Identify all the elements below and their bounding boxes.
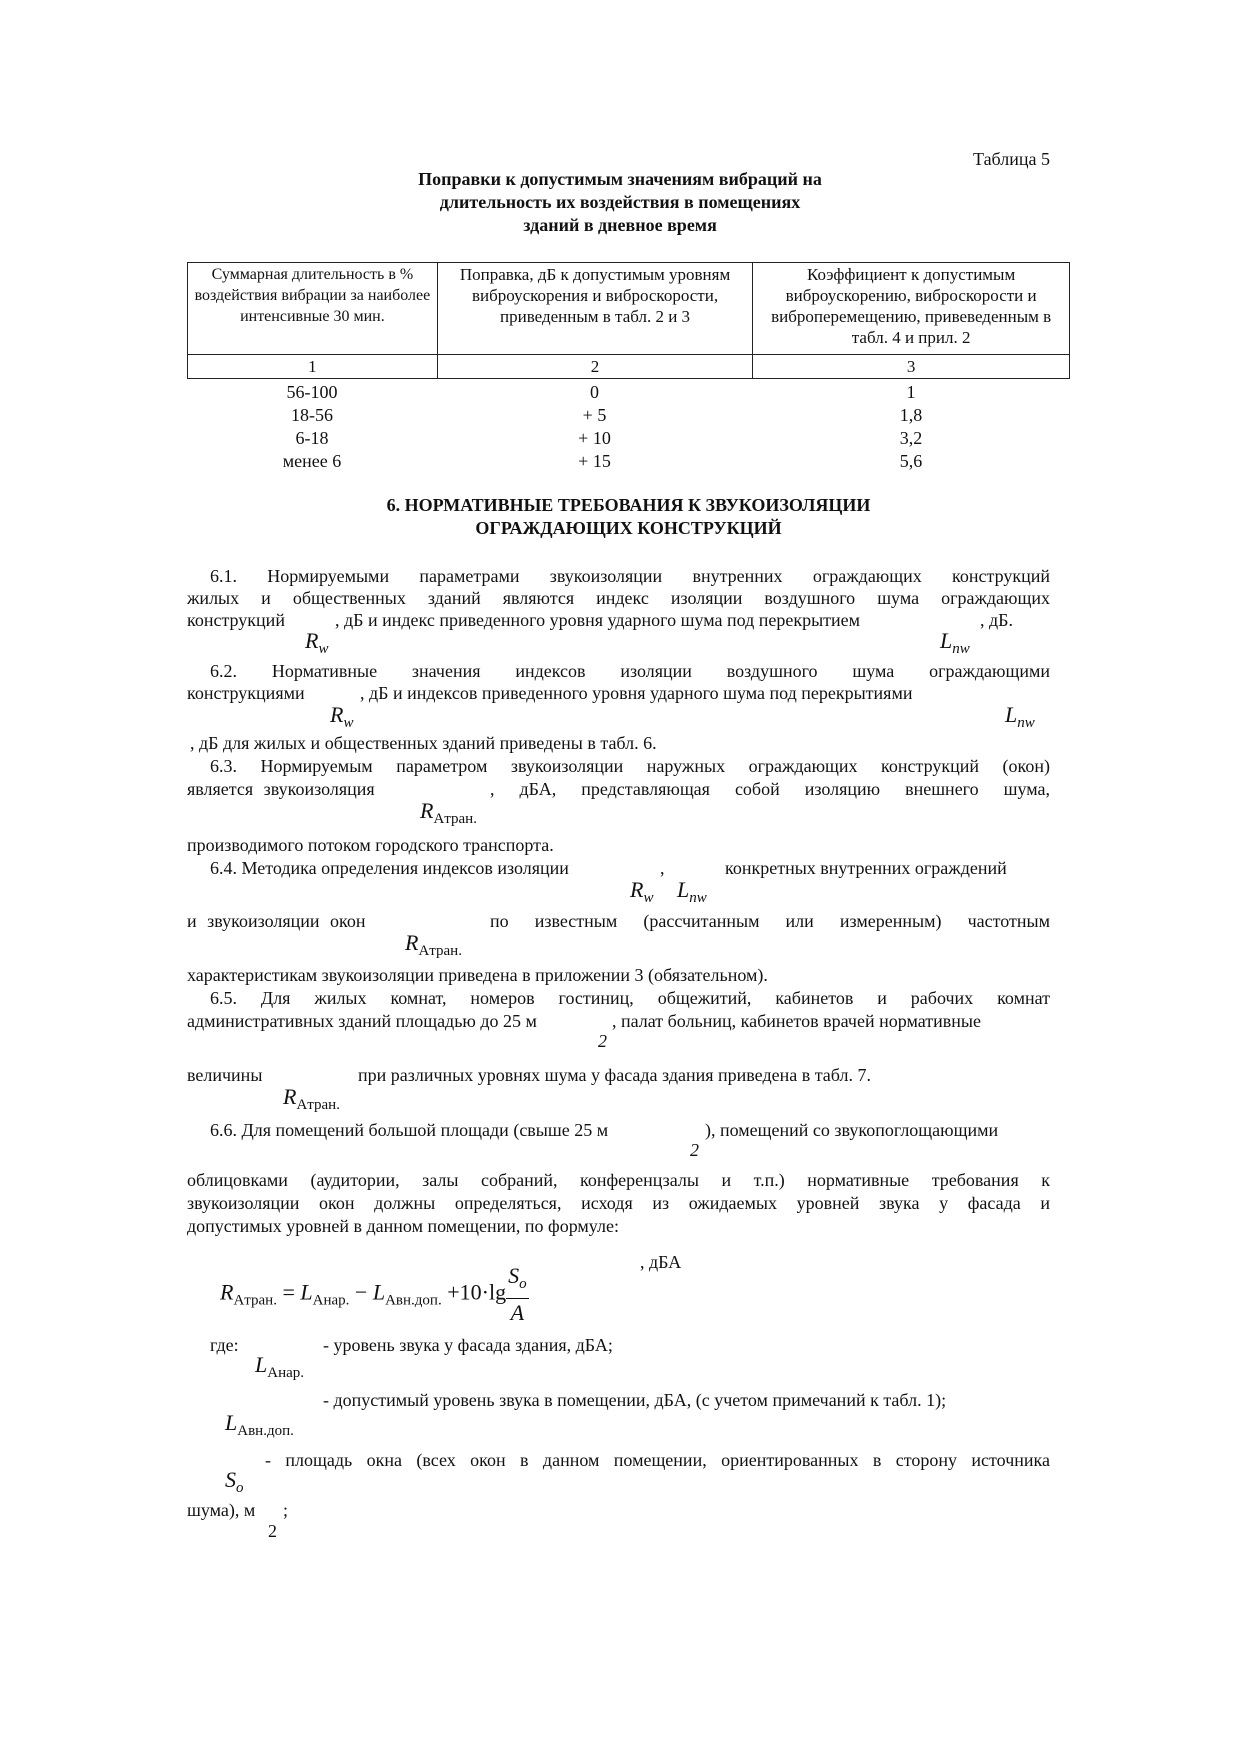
table-cell: менее 6 [282,451,342,471]
superscript-2: 2 [690,1140,699,1160]
paragraph-6-5-line: 6.5. Для жилых комнат, номеров гостиниц, общежитий, кабинетов и рабочих комнат [210,988,1050,1008]
table-cell: 3,2 [899,428,923,448]
paragraph-6-3-line: является звукоизоляция [187,779,375,799]
paragraph-6-4-line: и звукоизоляции окон [187,911,366,931]
where-definition: ; [283,1500,289,1520]
where-definition: - уровень звука у фасада здания, дБА; [323,1335,613,1355]
paragraph-6-2-line: конструкциями [187,683,305,703]
paragraph-6-3-line: 6.3. Нормируемым параметром звукоизоляции наружных ограждающих конструкций (окон) [210,756,1050,776]
symbol-la-nar: $L_{Aнар.}$ [255,1352,305,1381]
paragraph-6-6-line: звукоизоляции окон должны определяться, исходя из ожидаемых уровней звука у фасада и [187,1193,1050,1213]
paragraph-6-1-line: , дБ. [980,610,1013,630]
section-heading-line: ОГРАЖДАЮЩИХ КОНСТРУКЦИЙ [475,518,782,538]
vibration-corrections-table [187,262,1070,379]
paragraph-6-5-line: при различных уровнях шума у фасада здания приведена в табл. 7. [358,1065,871,1085]
paragraph-6-4-line: , [660,858,665,878]
table-header-duration: Суммарная длительность в % воздействия вибрации за наиболее интенсивные 30 мин. [188,263,438,355]
symbol-rw: $R_w$ [305,628,329,657]
paragraph-6-6-line: 6.6. Для помещений большой площади (свыше 25 м [210,1120,609,1140]
table-cell: 1 [906,382,916,402]
symbol-ra-tran: $R_{Aтран.}$ [405,930,462,959]
where-definition: шума), м [187,1500,256,1520]
where-definition: - площадь окна (всех окон в данном помещении, ориентированных в сторону источника [265,1450,1050,1470]
symbol-lnw: $L_{nw}$ [677,877,707,906]
table-row [187,450,1070,473]
table-header-coefficient: Коэффициент к допустимым виброускорению, виброскорости и виброперемещению, привеведенным в табл. 4 и прил. 2 [753,263,1070,355]
table-title-line: зданий в дневное время [523,215,717,235]
paragraph-6-2-line: , дБ для жилых и общественных зданий приведены в табл. 6. [190,733,657,753]
formula: $R_{Aтран.} = L_{Aнар.} - L_{Aвн.доп.} +10\cdot\lg$ $\frac{S_o}{A}$ [220,1263,527,1325]
section-heading [187,494,1070,540]
paragraph-6-4-line: по известным (рассчитанным или измеренным) частотным [490,911,1050,931]
paragraph-6-4-line: конкретных внутренних ограждений [725,858,1007,878]
table-title [187,168,1053,237]
where-definition: - допустимый уровень звука в помещении, дБА, (с учетом примечаний к табл. 1); [323,1390,947,1410]
symbol-rw: $R_w$ [630,877,654,906]
symbol-lnw: $L_{nw}$ [940,628,970,657]
table-body [187,381,1070,473]
table-cell: 5,6 [899,451,923,471]
symbol-la-vndop: $L_{Aвн.доп.}$ [225,1410,294,1439]
paragraph-6-5-line: величины [187,1065,263,1085]
superscript-2: 2 [268,1521,277,1541]
table-row [187,427,1070,450]
paragraph-6-6-line: облицовками (аудитории, залы собраний, конференцзалы и т.п.) нормативные требования к [187,1170,1050,1190]
formula-unit: , дБА [640,1252,682,1272]
paragraph-6-6-line: ), помещений со звукопоглощающими [705,1120,999,1140]
formula-fraction: $\frac{S_o}{A}$ [508,1263,527,1325]
paragraph-6-2-line: , дБ и индексов приведенного уровня ударного шума под перекрытиями [360,683,913,703]
paragraph-6-1-line: жилых и общественных зданий являются индекс изоляции воздушного шума ограждающих [187,588,1050,608]
table-cell: + 10 [578,428,611,448]
symbol-ra-tran: $R_{Aтран.}$ [420,798,477,827]
table-row [187,404,1070,427]
table-cell: 18-56 [291,405,333,425]
table-cell: 1,8 [899,405,923,425]
table-title-line: Поправки к допустимым значениям вибраций на [418,169,822,189]
paragraph-6-5-line: , палат больниц, кабинетов врачей нормативные [612,1011,981,1031]
paragraph-6-1-line: , дБ и индекс приведенного уровня ударного шума под перекрытием [335,610,861,630]
superscript-2: 2 [598,1031,607,1051]
table-cell: + 15 [578,451,611,471]
table-label: Таблица 5 [973,149,1050,169]
where-label: где: [210,1335,239,1355]
paragraph-6-5-line: административных зданий площадью до 25 м [187,1011,537,1031]
table-cell: 56-100 [286,382,338,402]
paragraph-6-4-line: 6.4. Методика определения индексов изоляции [210,858,569,878]
table-cell: 0 [590,382,599,402]
paragraph-6-1-line: 6.1. Нормируемыми параметрами звукоизоляции внутренних ограждающих конструкций [210,566,1050,586]
symbol-ra-tran: $R_{Aтран.}$ [283,1084,340,1113]
paragraph-6-6-line: допустимых уровней в данном помещении, по формуле: [187,1216,619,1236]
symbol-rw: $R_w$ [330,702,354,731]
table-col-number: 3 [753,355,1070,379]
table-row [187,381,1070,404]
table-col-number: 2 [437,355,752,379]
paragraph-6-2-line: 6.2. Нормативные значения индексов изоляции воздушного шума ограждающими [210,661,1050,681]
section-heading-line: 6. НОРМАТИВНЫЕ ТРЕБОВАНИЯ К ЗВУКОИЗОЛЯЦИИ [386,495,871,515]
paragraph-6-3-line: производимого потоком городского транспорта. [187,835,554,855]
paragraph-6-3-line: , дБА, представляющая собой изоляцию внешнего шума, [490,779,1050,799]
paragraph-6-1-line: конструкций [187,610,285,630]
paragraph-6-4-line: характеристикам звукоизоляции приведена в приложении 3 (обязательном). [187,965,768,985]
table-col-number: 1 [188,355,438,379]
symbol-so: $S_o$ [225,1467,244,1496]
symbol-lnw: $L_{nw}$ [1005,702,1035,731]
table-title-line: длительность их воздействия в помещениях [439,192,801,212]
table-header-correction: Поправка, дБ к допустимым уровням виброускорения и виброскорости, приведенным в табл. 2 и 3 [437,263,752,355]
table-cell: + 5 [582,405,607,425]
table-cell: 6-18 [295,428,329,448]
